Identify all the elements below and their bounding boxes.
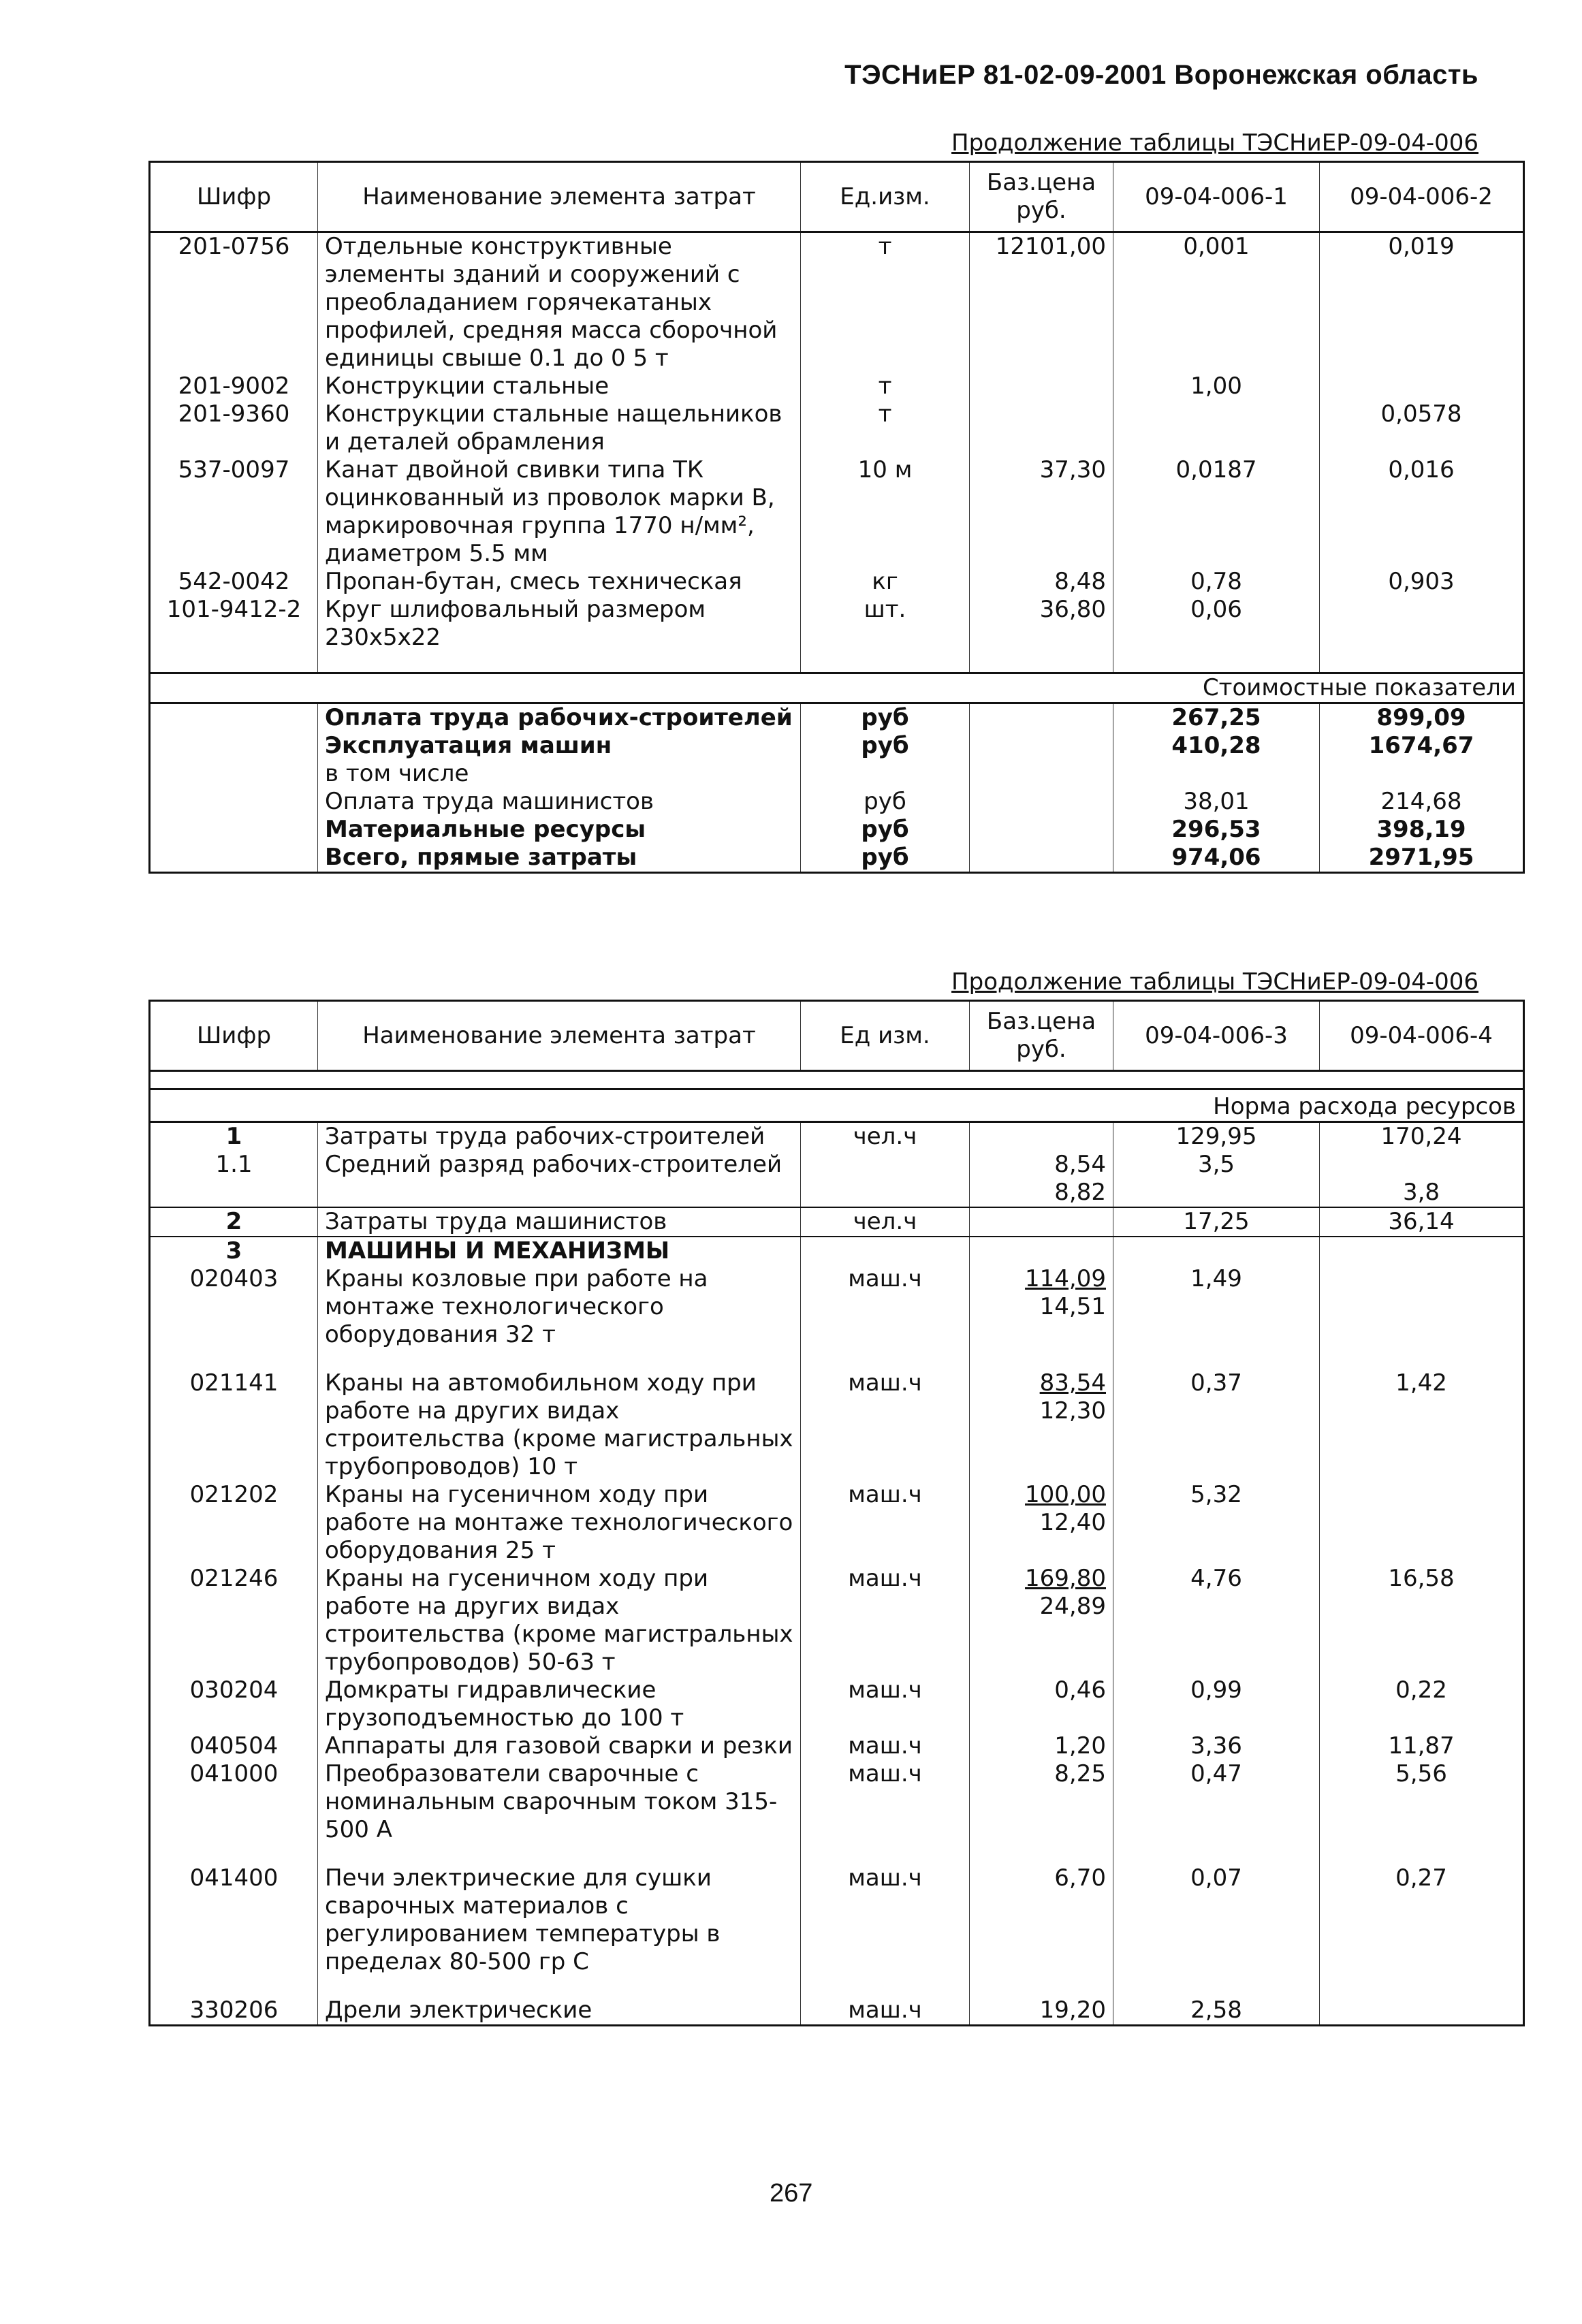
cell-code: 101-9412-2 [150,596,318,652]
cell-value: 17,25 [1113,1207,1320,1237]
table-row [150,1676,1524,1732]
cell-value: 1,42 [1320,1369,1524,1481]
cell-unit: чел.ч [801,1207,970,1237]
summary-label: Материальные ресурсы [318,816,801,844]
cell-value [1113,1179,1320,1207]
cell-unit: кг [801,568,970,596]
cell-code: 201-9002 [150,372,318,400]
page-number: 267 [770,2179,813,2208]
summary-value: 1674,67 [1320,732,1524,760]
column-header: Наименование элемента затрат [318,162,801,232]
table-header-row [150,162,1524,232]
cell-name: Затраты труда рабочих-строителей [318,1122,801,1151]
cell-value: 0,99 [1113,1676,1320,1732]
cell-value: 0,06 [1113,596,1320,652]
cell-price: 6,70 [970,1864,1113,1976]
cell-value: 0,016 [1320,456,1524,568]
resource-table-2 [148,1000,1525,2026]
cell-value [1113,400,1320,456]
table-row [150,1151,1524,1179]
cell-price: 37,30 [970,456,1113,568]
summary-unit: руб [801,816,970,844]
cell-value: 0,37 [1113,1369,1320,1481]
summary-row [150,732,1524,760]
cell-price: 36,80 [970,596,1113,652]
summary-value: 296,53 [1113,816,1320,844]
spacer-row [150,1844,1524,1864]
cell-code: 021141 [150,1369,318,1481]
cell-name: Конструкции стальные [318,372,801,400]
cell-unit: маш.ч [801,1565,970,1676]
cell-name: Отдельные конструктивные элементы зданий и сооружений с преобладанием горячекатаных профилей, средняя масса сборочной единицы свыше 0.1 до 0 5 т [318,232,801,373]
table-row [150,1481,1524,1565]
cell-code: 537-0097 [150,456,318,568]
cell-value: 0,0578 [1320,400,1524,456]
cell-value: 0,019 [1320,232,1524,373]
summary-unit [801,760,970,788]
cell-unit: маш.ч [801,1676,970,1732]
cell-value: 3,36 [1113,1732,1320,1760]
summary-label: Оплата труда рабочих-строителей [318,703,801,733]
table-row [150,372,1524,400]
cell-code: 2 [150,1207,318,1237]
summary-unit: руб [801,788,970,816]
cell-code: 041000 [150,1760,318,1844]
cell-value: 0,47 [1113,1760,1320,1844]
table-row [150,1565,1524,1676]
cell-price: 19,20 [970,1996,1113,2026]
cell-price: 169,80 24,89 [970,1565,1113,1676]
cell-unit: чел.ч [801,1122,970,1151]
summary-unit: руб [801,844,970,873]
cell-value: 4,76 [1113,1565,1320,1676]
summary-label: Эксплуатация машин [318,732,801,760]
table-row [150,1237,1524,1265]
cell-price [970,1207,1113,1237]
page-title: ТЭСНиЕР 81-02-09-2001 Воронежская область [844,60,1478,90]
cell-value: 0,903 [1320,568,1524,596]
cell-value [1320,1265,1524,1349]
column-header: Баз.цена руб. [970,1001,1113,1071]
cell-value: 36,14 [1320,1207,1524,1237]
cell-name: Преобразователи сварочные с номинальным сварочным током 315-500 А [318,1760,801,1844]
cell-value: 2,58 [1113,1996,1320,2026]
cell-price [970,400,1113,456]
table-row [150,1265,1524,1349]
cell-code: 030204 [150,1676,318,1732]
summary-value: 410,28 [1113,732,1320,760]
cell-value: 5,32 [1113,1481,1320,1565]
cell-price: 1,20 [970,1732,1113,1760]
cell-unit: маш.ч [801,1265,970,1349]
cell-code: 020403 [150,1265,318,1349]
summary-unit: руб [801,703,970,733]
summary-label: Оплата труда машинистов [318,788,801,816]
table-row [150,1179,1524,1207]
cell-value: 0,78 [1113,568,1320,596]
section-label-row [150,673,1524,703]
cell-unit: маш.ч [801,1369,970,1481]
cell-name: Круг шлифовальный размером 230х5х22 [318,596,801,652]
cell-value: 170,24 [1320,1122,1524,1151]
cell-code: 201-0756 [150,232,318,373]
column-header: Ед изм. [801,1001,970,1071]
cell-price [970,1122,1113,1151]
table-row [150,568,1524,596]
cell-value [1320,1151,1524,1179]
cell-unit [801,1179,970,1207]
summary-unit: руб [801,732,970,760]
summary-row [150,703,1524,733]
summary-value [1320,760,1524,788]
cell-value: 1,49 [1113,1265,1320,1349]
cell-unit: шт. [801,596,970,652]
summary-label: Всего, прямые затраты [318,844,801,873]
cell-value [1320,596,1524,652]
cell-value: 0,27 [1320,1864,1524,1976]
cell-unit: т [801,232,970,373]
cell-price: 8,82 [970,1179,1113,1207]
cell-name: Конструкции стальные нащельников и деталей обрамления [318,400,801,456]
cell-value: 11,87 [1320,1732,1524,1760]
spacer-row [150,1349,1524,1369]
table-row [150,596,1524,652]
cell-code: 201-9360 [150,400,318,456]
cell-unit: т [801,372,970,400]
cell-code: 040504 [150,1732,318,1760]
column-header: Наименование элемента затрат [318,1001,801,1071]
spacer-row [150,652,1524,673]
cell-name: Дрели электрические [318,1996,801,2026]
cell-value: 3,8 [1320,1179,1524,1207]
summary-value: 214,68 [1320,788,1524,816]
cell-value: 0,07 [1113,1864,1320,1976]
cell-code: 021202 [150,1481,318,1565]
spacer-row [150,1071,1524,1089]
cell-name: Краны на автомобильном ходу при работе на других видах строительства (кроме магистральных трубопроводов) 10 т [318,1369,801,1481]
cell-price: 8,54 [970,1151,1113,1179]
cell-price: 100,00 12,40 [970,1481,1113,1565]
cell-name: Печи электрические для сушки сварочных материалов с регулированием температуры в пределах 80-500 гр С [318,1864,801,1976]
cell-name: Канат двойной свивки типа ТК оцинкованный из проволок марки В, маркировочная группа 1770 н/мм², диаметром 5.5 мм [318,456,801,568]
cell-name: Краны на гусеничном ходу при работе на монтаже технологического оборудования 25 т [318,1481,801,1565]
section-label: Стоимостные показатели [150,673,1524,703]
spacer-row [150,1976,1524,1996]
cell-code: 330206 [150,1996,318,2026]
cell-name: Домкраты гидравлические грузоподъемностью до 100 т [318,1676,801,1732]
summary-value: 267,25 [1113,703,1320,733]
table-row [150,456,1524,568]
cell-price: 8,48 [970,568,1113,596]
cell-price [970,1237,1113,1265]
cell-value [1320,1481,1524,1565]
cell-name: Пропан-бутан, смесь техническая [318,568,801,596]
cell-value [1113,1237,1320,1265]
cell-price: 114,09 14,51 [970,1265,1113,1349]
cell-unit [801,1237,970,1265]
cell-value: 0,22 [1320,1676,1524,1732]
summary-label: в том числе [318,760,801,788]
cell-code: 1.1 [150,1151,318,1179]
cell-unit [801,1151,970,1179]
resource-table-1 [148,161,1525,874]
cell-name: Затраты труда машинистов [318,1207,801,1237]
table-row [150,1207,1524,1237]
cell-price: 8,25 [970,1760,1113,1844]
table-caption: Продолжение таблицы ТЭСНиЕР-09-04-006 [951,968,1478,996]
summary-value [1113,760,1320,788]
table-row [150,1122,1524,1151]
column-header: 09-04-006-2 [1320,162,1524,232]
cell-code: 3 [150,1237,318,1265]
cell-value: 16,58 [1320,1565,1524,1676]
cell-code: 1 [150,1122,318,1151]
cell-unit: маш.ч [801,1864,970,1976]
cell-unit: т [801,400,970,456]
summary-value: 2971,95 [1320,844,1524,873]
cell-name: МАШИНЫ И МЕХАНИЗМЫ [318,1237,801,1265]
table-row [150,1732,1524,1760]
cell-value: 0,0187 [1113,456,1320,568]
summary-value: 899,09 [1320,703,1524,733]
summary-value: 974,06 [1113,844,1320,873]
cell-value: 0,001 [1113,232,1320,373]
cell-unit: маш.ч [801,1481,970,1565]
table-row [150,1996,1524,2026]
summary-row [150,816,1524,844]
column-header: Баз.цена руб. [970,162,1113,232]
cell-code: 021246 [150,1565,318,1676]
column-header: 09-04-006-1 [1113,162,1320,232]
cell-price: 12101,00 [970,232,1113,373]
cell-name: Краны козловые при работе на монтаже технологического оборудования 32 т [318,1265,801,1349]
cell-unit: маш.ч [801,1760,970,1844]
column-header: 09-04-006-3 [1113,1001,1320,1071]
cell-code: 041400 [150,1864,318,1976]
cell-name: Средний разряд рабочих-строителей [318,1151,801,1179]
cell-unit: маш.ч [801,1732,970,1760]
column-header: Ед.изм. [801,162,970,232]
table-row [150,400,1524,456]
cell-value: 3,5 [1113,1151,1320,1179]
cell-unit: 10 м [801,456,970,568]
column-header: Шифр [150,1001,318,1071]
cell-value [1320,372,1524,400]
cell-price [970,372,1113,400]
section-label-row [150,1089,1524,1122]
cell-name [318,1179,801,1207]
column-header: Шифр [150,162,318,232]
cell-value: 129,95 [1113,1122,1320,1151]
cell-name: Краны на гусеничном ходу при работе на других видах строительства (кроме магистральных трубопроводов) 50-63 т [318,1565,801,1676]
summary-row [150,844,1524,873]
table-row [150,1864,1524,1976]
table-row [150,232,1524,373]
cell-value: 5,56 [1320,1760,1524,1844]
table-header-row [150,1001,1524,1071]
cell-price: 83,54 12,30 [970,1369,1113,1481]
cell-code [150,1179,318,1207]
table-row [150,1760,1524,1844]
cell-name: Аппараты для газовой сварки и резки [318,1732,801,1760]
table-row [150,1369,1524,1481]
cell-unit: маш.ч [801,1996,970,2026]
summary-row [150,760,1524,788]
cell-value: 1,00 [1113,372,1320,400]
table-caption: Продолжение таблицы ТЭСНиЕР-09-04-006 [951,129,1478,157]
summary-value: 38,01 [1113,788,1320,816]
section-label: Норма расхода ресурсов [150,1089,1524,1122]
cell-value [1320,1237,1524,1265]
cell-value [1320,1996,1524,2026]
summary-value: 398,19 [1320,816,1524,844]
cell-price: 0,46 [970,1676,1113,1732]
cell-code: 542-0042 [150,568,318,596]
column-header: 09-04-006-4 [1320,1001,1524,1071]
summary-row [150,788,1524,816]
